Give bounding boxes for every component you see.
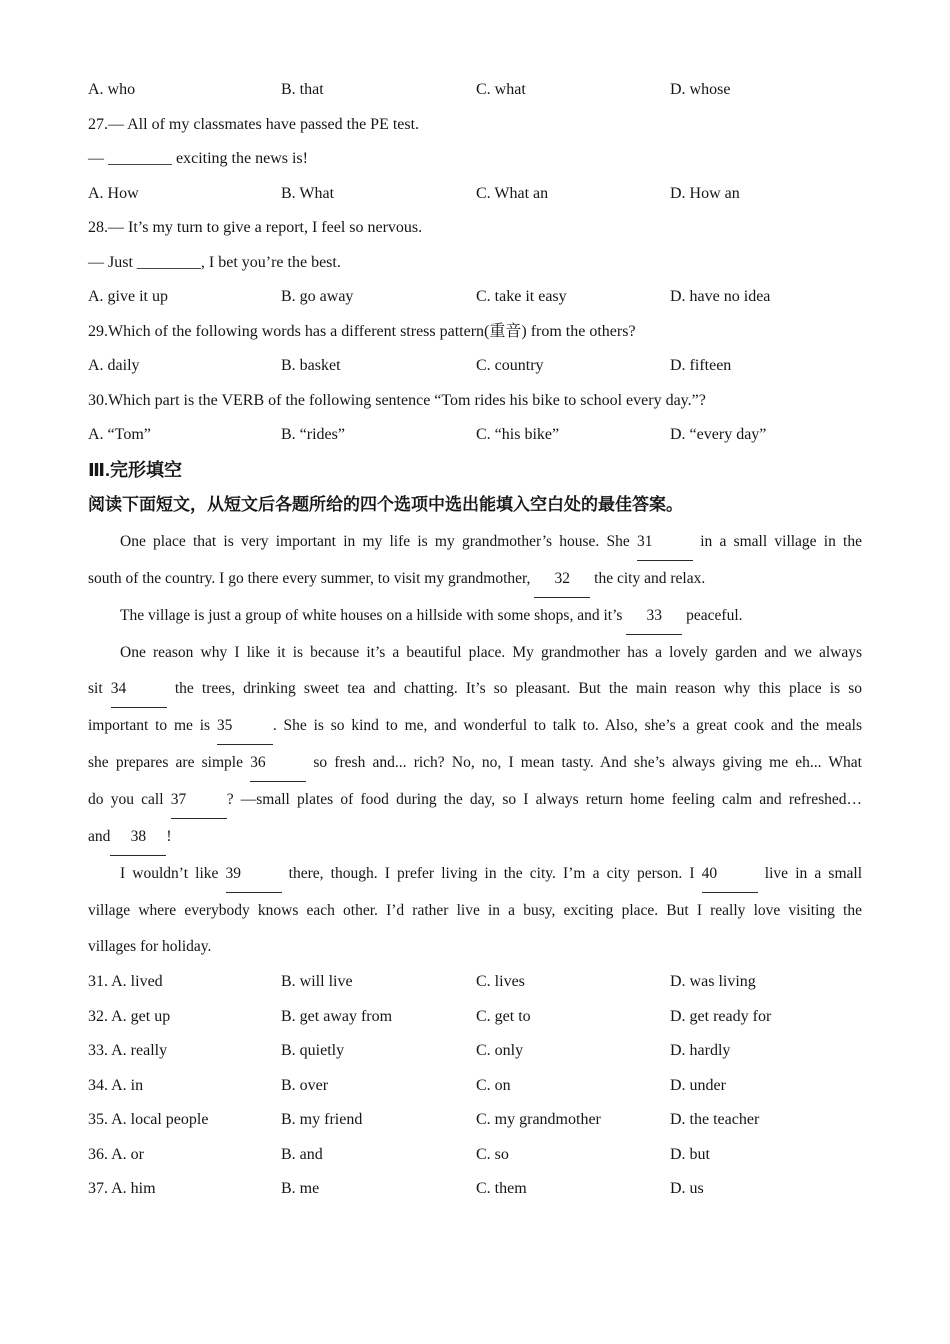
- options-row: [88, 280, 862, 315]
- option-C: C. lives: [476, 973, 525, 990]
- passage-line: [88, 635, 862, 671]
- passage-text: do you call: [88, 791, 171, 808]
- passage-text: peaceful.: [682, 607, 743, 624]
- option-B: B. go away: [281, 288, 354, 305]
- option-D: D. get ready for: [670, 1007, 772, 1025]
- passage-line: [88, 893, 862, 929]
- option-D: D. hardly: [670, 1042, 731, 1059]
- passage-line: [88, 819, 862, 856]
- passage-text: she prepares are simple: [88, 754, 251, 771]
- option-C: C. only: [476, 1042, 524, 1059]
- blank-38: 38: [110, 819, 166, 856]
- passage-text: One reason why I like it is because it’s a beautiful place. My grandmother has a lovely garden and we always: [120, 644, 862, 661]
- cloze-options-row: [88, 1000, 862, 1035]
- passage-line: [88, 561, 862, 598]
- option-C: C. country: [476, 357, 544, 374]
- option-A: 33. A. really: [88, 1042, 168, 1059]
- option-C: C. so: [476, 1145, 509, 1163]
- option-D: D. “every day”: [670, 426, 767, 443]
- options-row: [88, 418, 862, 453]
- passage-text: the city and relax.: [590, 570, 706, 587]
- cloze-passage: [88, 524, 862, 965]
- option-B: B. over: [281, 1076, 329, 1094]
- option-B: B. basket: [281, 357, 341, 374]
- option-B: B. quietly: [281, 1042, 345, 1059]
- option-D: D. How an: [670, 184, 740, 202]
- passage-line: [88, 524, 862, 561]
- options-row: [88, 177, 862, 212]
- option-A: A. “Tom”: [88, 426, 151, 443]
- cloze-options-row: [88, 1103, 862, 1138]
- blank-31: 31: [637, 524, 693, 561]
- passage-text: important to me is: [88, 717, 217, 734]
- options-row: [88, 349, 862, 384]
- question-line: 28.— It’s my turn to give a report, I feel so nervous.: [88, 219, 423, 236]
- passage-line: [88, 929, 862, 965]
- option-D: D. fifteen: [670, 357, 732, 374]
- option-C: C. them: [476, 1180, 527, 1197]
- blank-35: 35: [217, 708, 273, 745]
- passage-text: live in a small: [757, 865, 862, 882]
- cloze-options-section: [88, 965, 862, 1207]
- question-line: 29.Which of the following words has a different stress pattern(重音) from the others?: [88, 322, 636, 340]
- option-D: D. the teacher: [670, 1111, 760, 1128]
- cloze-options-row: [88, 1172, 862, 1207]
- question-line: 30.Which part is the VERB of the following sentence “Tom rides his bike to school every day.”?: [88, 391, 706, 409]
- option-C: C. get to: [476, 1007, 531, 1025]
- option-A: A. How: [88, 184, 139, 202]
- passage-text: south of the country. I go there every summer, to visit my grandmother,: [88, 570, 535, 587]
- passage-text: villages for holiday.: [88, 938, 212, 955]
- passage-text: I wouldn’t like: [120, 865, 226, 882]
- blank-37: 37: [171, 782, 227, 819]
- option-C: C. what: [476, 81, 526, 98]
- passage-text: . She is so kind to me, and wonderful to talk to. Also, she’s a great cook and the meals: [272, 717, 862, 734]
- cloze-options-row: [88, 1069, 862, 1104]
- blank-39: 39: [226, 856, 282, 893]
- option-A: A. daily: [88, 357, 140, 374]
- cloze-options-row: [88, 1034, 862, 1069]
- passage-text: in a small village in the: [693, 533, 862, 550]
- passage-text: and: [88, 828, 111, 845]
- option-B: B. “rides”: [281, 426, 345, 443]
- passage-text: so fresh and... rich? No, no, I mean tasty. And she’s always giving me eh... What: [306, 754, 862, 771]
- option-D: D. but: [670, 1145, 710, 1163]
- option-A: 31. A. lived: [88, 973, 163, 990]
- passage-text: sit: [88, 680, 111, 697]
- cloze-section-title: Ⅲ.完形填空: [88, 459, 183, 480]
- passage-text: !: [166, 828, 172, 845]
- option-C: C. my grandmother: [476, 1111, 601, 1128]
- option-C: C. on: [476, 1076, 511, 1094]
- passage-line: [88, 671, 862, 708]
- option-A: 36. A. or: [88, 1145, 144, 1163]
- option-D: D. was living: [670, 973, 756, 990]
- passage-line: [88, 745, 862, 782]
- options-row: [88, 73, 862, 108]
- passage-text: the trees, drinking sweet tea and chatting. It’s so pleasant. But the main reason why this place is so: [166, 680, 862, 697]
- option-B: B. get away from: [281, 1007, 393, 1025]
- passage-line: [88, 782, 862, 819]
- passage-line: [88, 856, 862, 893]
- option-A: A. who: [88, 81, 136, 98]
- option-B: B. will live: [281, 973, 353, 990]
- option-B: B. me: [281, 1180, 320, 1197]
- passage-text: The village is just a group of white houses on a hillside with some shops, and it’s: [120, 607, 627, 624]
- passage-text: village where everybody knows each other. I’d rather live in a busy, exciting place. But I really love visiting the: [88, 902, 862, 919]
- blank-33: 33: [626, 598, 682, 635]
- option-A: 34. A. in: [88, 1076, 144, 1094]
- blank-34: 34: [111, 671, 167, 708]
- option-C: C. take it easy: [476, 288, 567, 305]
- passage-text: ? —small plates of food during the day, so I always return home feeling calm and refreshed…: [226, 791, 862, 808]
- option-A: A. give it up: [88, 288, 168, 305]
- option-B: B. my friend: [281, 1111, 363, 1128]
- option-D: D. have no idea: [670, 288, 771, 305]
- cloze-options-row: [88, 1138, 862, 1173]
- option-B: B. and: [281, 1145, 323, 1163]
- question-line: 27.— All of my classmates have passed the PE test.: [88, 115, 420, 133]
- cloze-instruction: 阅读下面短文，从短文后各题所给的四个选项中选出能填入空白处的最佳答案。: [88, 494, 683, 514]
- option-A: 37. A. him: [88, 1180, 156, 1197]
- question-line: — ________ exciting the news is!: [88, 150, 308, 167]
- option-A: 32. A. get up: [88, 1007, 171, 1025]
- passage-line: [88, 708, 862, 745]
- question-line: — Just ________, I bet you’re the best.: [88, 253, 341, 271]
- choice-questions-section: [88, 73, 862, 453]
- option-D: D. whose: [670, 81, 731, 98]
- passage-text: there, though. I prefer living in the city. I’m a city person. I: [281, 865, 702, 882]
- option-C: C. “his bike”: [476, 426, 560, 443]
- option-A: 35. A. local people: [88, 1111, 209, 1128]
- blank-36: 36: [250, 745, 306, 782]
- blank-32: 32: [534, 561, 590, 598]
- cloze-options-row: [88, 965, 862, 1000]
- option-D: D. under: [670, 1076, 726, 1094]
- blank-40: 40: [702, 856, 758, 893]
- option-D: D. us: [670, 1180, 704, 1197]
- option-B: B. that: [281, 81, 324, 98]
- option-C: C. What an: [476, 184, 549, 202]
- passage-text: One place that is very important in my life is my grandmother’s house. She: [120, 533, 637, 550]
- option-B: B. What: [281, 184, 335, 202]
- passage-line: [88, 598, 862, 635]
